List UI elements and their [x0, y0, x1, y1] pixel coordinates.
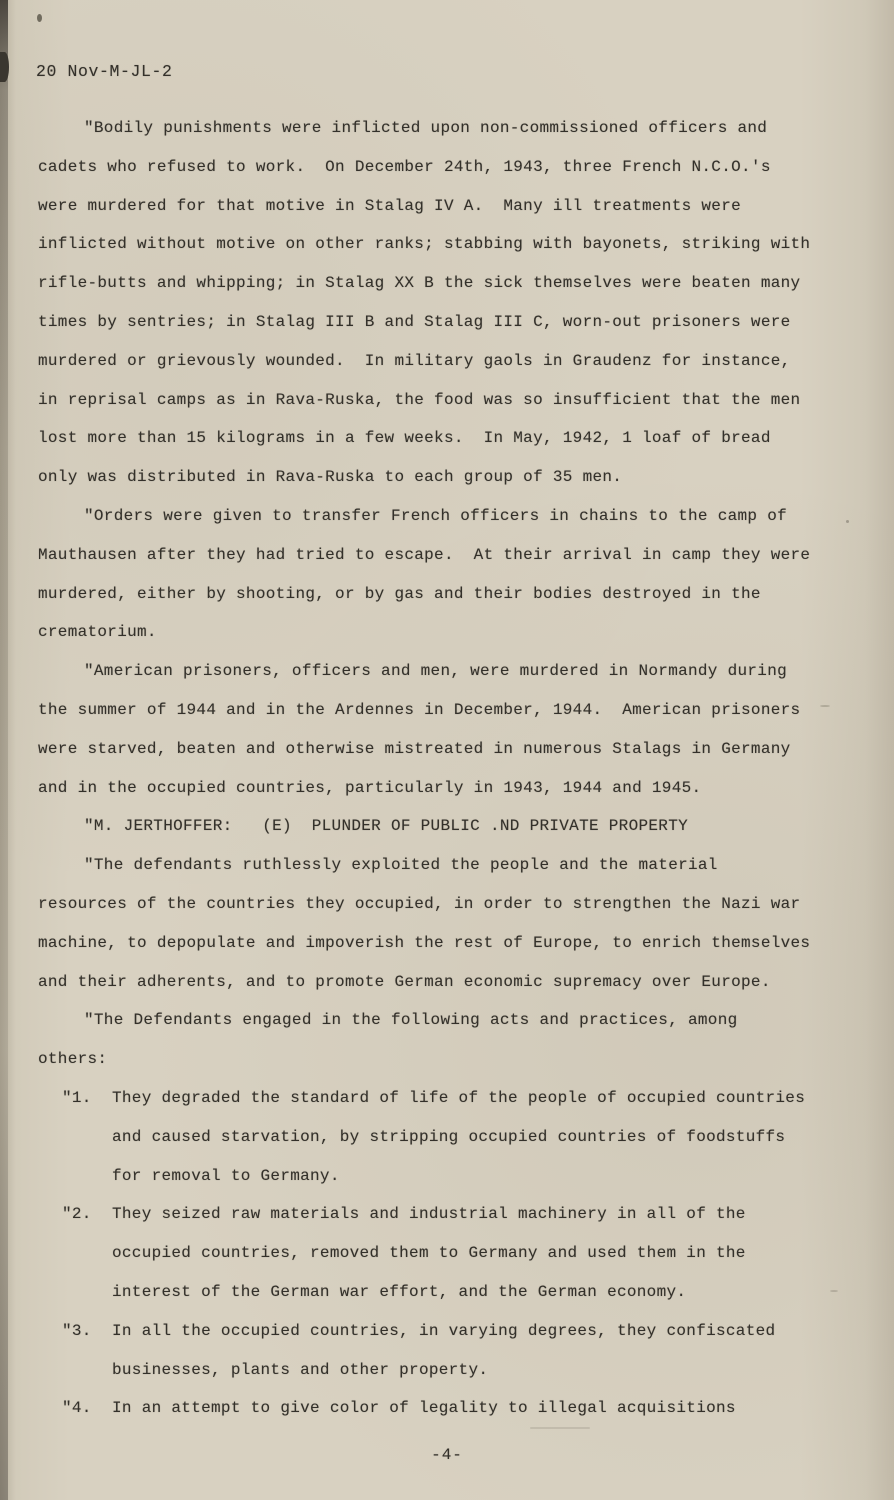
list-item-marker: "4.	[62, 1399, 92, 1418]
list-item-marker: "2.	[62, 1205, 92, 1224]
list-item-marker: "3.	[62, 1321, 92, 1340]
list-item	[62, 1389, 814, 1428]
scan-artifact	[530, 1427, 590, 1429]
list-item	[62, 1079, 814, 1195]
document-body	[38, 109, 821, 1428]
list-item-marker: "1.	[62, 1088, 92, 1107]
page-number: -4-	[431, 1446, 463, 1464]
scan-artifact	[820, 705, 830, 707]
paragraph-speaker-jerthoffer-heading: "M. JERTHOFFER: (E) PLUNDER OF PUBLIC .ND PRIVATE PROPERTY	[84, 817, 688, 836]
scan-artifact	[37, 14, 42, 22]
scan-edge-shadow	[0, 0, 8, 1500]
paragraph-defendants-exploited: "The defendants ruthlessly exploited the people and the material resources of the countries they occupied, in order to strengthen the Nazi war machine, to depopulate and impoverish the rest of Europe, to enrich themselves and their adherents, and to promote German economic supremacy over Europe.	[38, 856, 821, 991]
list-item	[62, 1312, 814, 1390]
paragraph-acts-and-practices-intro: "The Defendants engaged in the following acts and practices, among others:	[38, 1011, 748, 1069]
scan-artifact	[830, 1290, 838, 1292]
list-item-text: In all the occupied countries, in varying degrees, they confiscated businesses, plants and other property.	[112, 1321, 786, 1379]
list-item-text: They degraded the standard of life of the people of occupied countries and caused starvation, by stripping occupied countries of foodstuffs for removal to Germany.	[112, 1088, 816, 1185]
scan-artifact	[0, 52, 9, 82]
scan-artifact	[846, 520, 849, 523]
list-item	[62, 1195, 814, 1311]
numbered-list	[62, 1079, 814, 1428]
list-item-text: In an attempt to give color of legality to illegal acquisitions	[112, 1399, 736, 1418]
paragraph-orders-mauthausen: "Orders were given to transfer French officers in chains to the camp of Mauthausen after they had tried to escape. At their arrival in camp they were murdered, either by shooting, or by gas and their bodies destroyed in the crematorium.	[38, 506, 821, 642]
document-header-reference: 20 Nov-M-JL-2	[36, 62, 173, 81]
paragraph-american-prisoners: "American prisoners, officers and men, were murdered in Normandy during the summer of 1944 and in the Ardennes in December, 1944. American prisoners were starved, beaten and otherwise mistreated in numerous Stalags in Germany and in the occupied countries, particularly in 1943, 1944 and 1945.	[38, 662, 811, 797]
list-item-text: They seized raw materials and industrial machinery in all of the occupied countries, removed them to Germany and used them in the interest of the German war effort, and the German economy.	[112, 1205, 756, 1301]
paragraph-bodily-punishments: "Bodily punishments were inflicted upon non-commissioned officers and cadets who refused to work. On December 24th, 1943, three French N.C.O.'s were murdered for that motive in Stalag IV A. Many ill treatments were inflicted without motive on other ranks; stabbing with bayonets, striking with rifle-butts and whipping; in Stalag XX B the sick themselves were beaten many times by sentries; in Stalag III B and Stalag III C, worn-out prisoners were murdered or grievously wounded. In military gaols in Graudenz for instance, in reprisal camps as in Rava-Ruska, the food was so insufficient that the men lost more than 15 kilograms in a few weeks. In May, 1942, 1 loaf of bread only was distributed in Rava-Ruska to each group of 35 men.	[38, 119, 821, 487]
